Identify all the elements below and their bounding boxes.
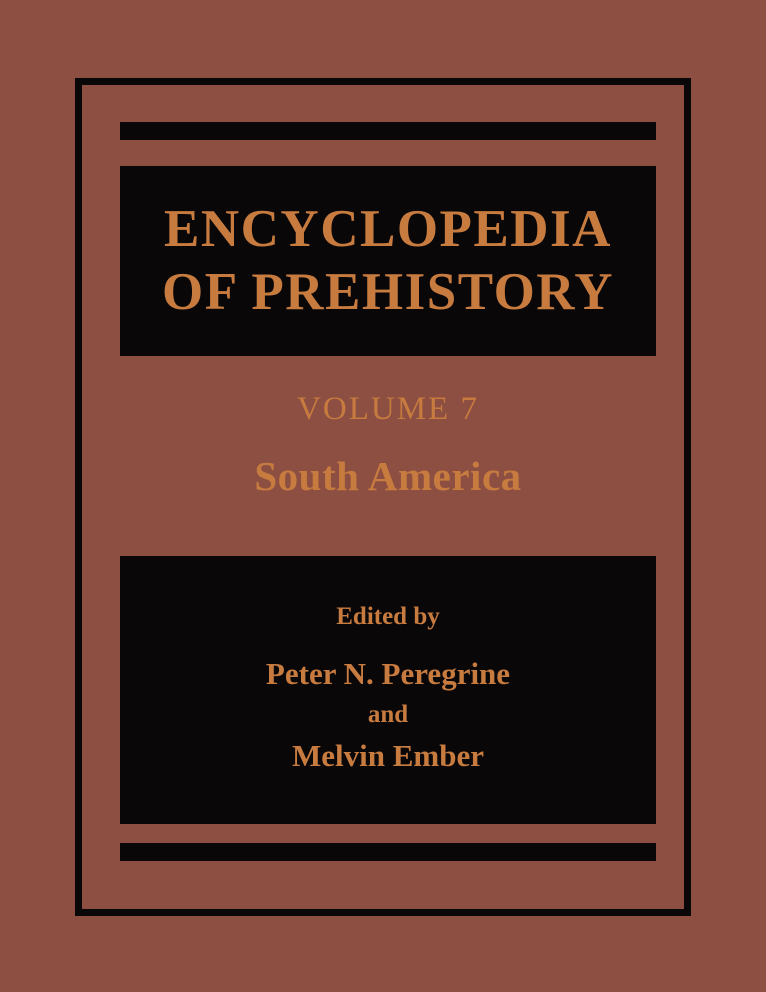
editors-panel xyxy=(120,556,656,824)
volume-subject-title: South America xyxy=(254,452,522,499)
editor-name-secondary: Melvin Ember xyxy=(292,738,484,773)
title-line-2: OF PREHISTORY xyxy=(161,263,614,321)
edited-by-label: Edited by xyxy=(336,603,440,631)
editor-conjunction: and xyxy=(367,701,409,728)
bottom-rule-bar xyxy=(120,843,656,861)
volume-number-label: VOLUME 7 xyxy=(297,391,479,427)
title-panel xyxy=(120,166,656,356)
top-rule-bar xyxy=(120,122,656,140)
cover-content-column xyxy=(120,78,656,916)
editor-name-primary: Peter N. Peregrine xyxy=(265,656,511,692)
volume-block xyxy=(120,390,656,500)
title-line-1: ENCYCLOPEDIA xyxy=(164,200,612,259)
